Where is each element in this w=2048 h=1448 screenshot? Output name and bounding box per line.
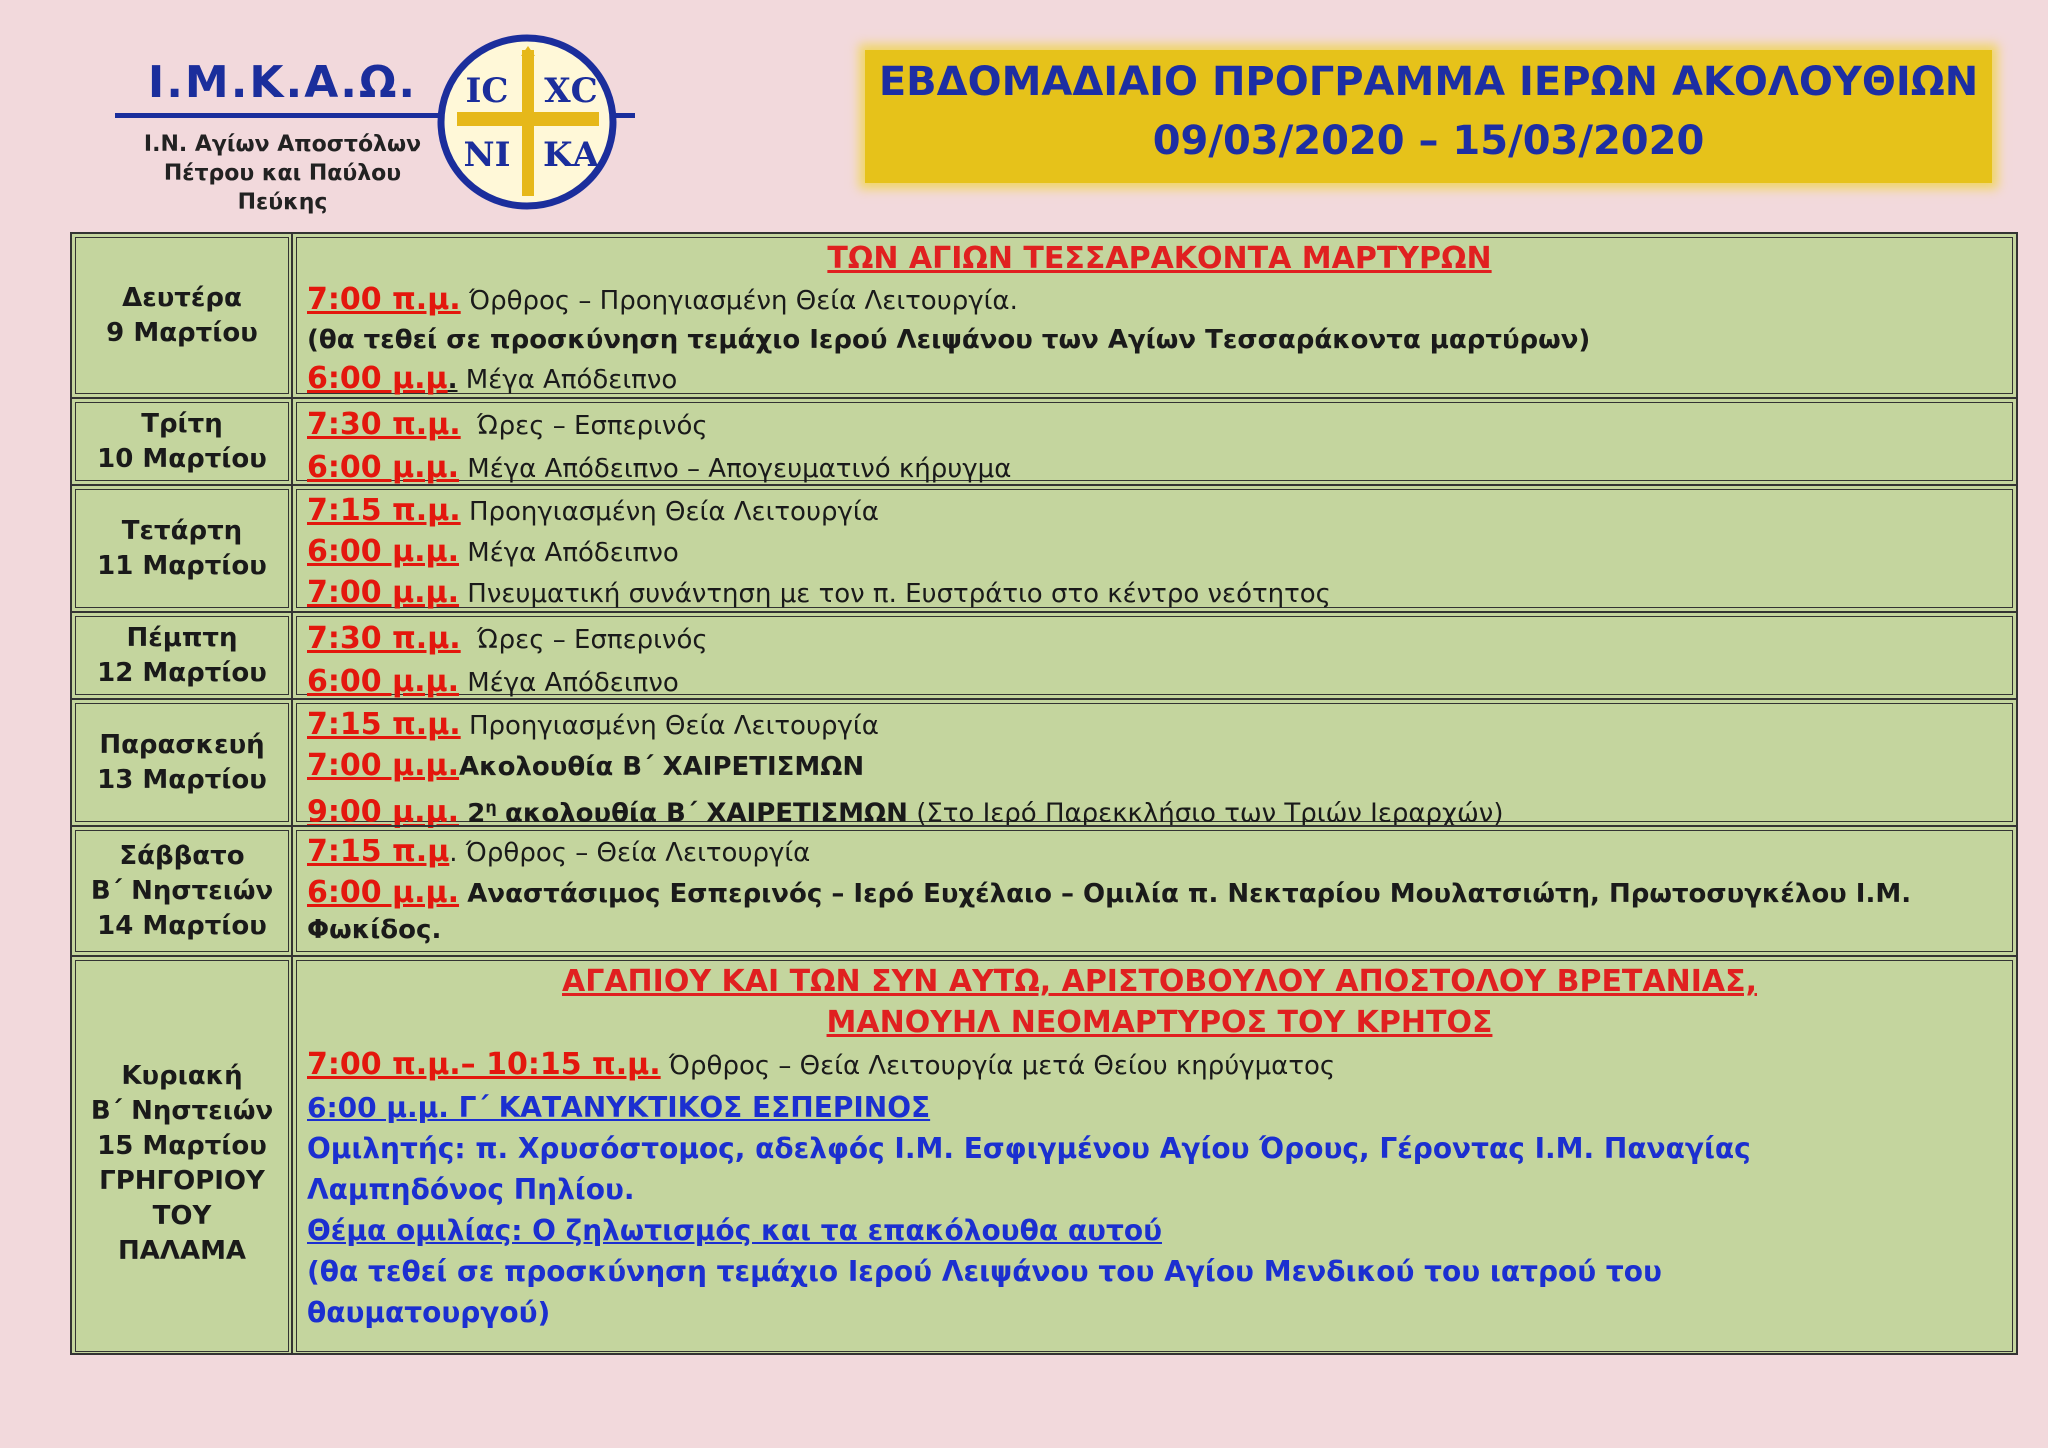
event-time: 6:00 μ.μ. bbox=[307, 664, 460, 699]
event-time: 7:15 π.μ. bbox=[307, 493, 461, 528]
event-text: Όρθρος – Προηγιασμένη Θεία Λειτουργία. bbox=[468, 286, 1018, 316]
event-time: 7:00 μ.μ. bbox=[307, 748, 460, 783]
events-cell-friday bbox=[296, 703, 2013, 830]
event-line bbox=[307, 873, 2012, 914]
event-line bbox=[307, 404, 2012, 447]
event-time: 6:00 μ.μ. bbox=[307, 534, 460, 569]
event-line bbox=[307, 705, 2012, 746]
day-date: 13 Μαρτίου bbox=[97, 764, 267, 795]
day-cell-wednesday bbox=[75, 489, 289, 608]
parish-logo-text bbox=[115, 58, 450, 108]
schedule-row-friday bbox=[72, 698, 2016, 830]
day-name: Σάββατο bbox=[119, 840, 245, 871]
events-cell-tuesday bbox=[296, 402, 2013, 485]
event-line bbox=[307, 1044, 2012, 1087]
event-time: 7:15 π.μ bbox=[307, 834, 450, 869]
event-text: Αναστάσιμος Εσπερινός – Ιερό Ευχέλαιο – Ομιλία π. Νεκταρίου Μουλατσιώτη, Πρωτοσυγκέλου Ι.Μ. bbox=[467, 879, 1912, 909]
schedule-row-tuesday bbox=[72, 397, 2016, 484]
event-text: Μέγα Απόδειπνο – Απογευματινό κήρυγμα bbox=[467, 454, 1012, 484]
events-cell-saturday bbox=[296, 830, 2013, 952]
event-ordinal: $2^\eta$ bbox=[467, 797, 497, 829]
day-cell-sunday bbox=[75, 960, 289, 1352]
day-date: 14 Μαρτίου bbox=[97, 910, 267, 941]
event-line: 6:00 μ.μ. Μέγα Απόδειπνο bbox=[307, 361, 678, 396]
event-time: 6:00 μ.μ. bbox=[307, 450, 460, 485]
day-cell-thursday bbox=[75, 616, 289, 695]
seal-ic: ΙϹ bbox=[465, 71, 509, 111]
schedule-row-wednesday bbox=[72, 484, 2016, 611]
saint-name-line1: ΓΡΗΓΟΡΙΟΥ bbox=[99, 1166, 265, 1196]
day-cell-saturday bbox=[75, 830, 289, 952]
day-name: Δευτέρα bbox=[122, 282, 242, 313]
event-time: 7:30 π.μ. bbox=[307, 621, 461, 656]
day-name: Κυριακή bbox=[121, 1061, 243, 1091]
feast-title-line1: ΑΓΑΠΙΟΥ ΚΑΙ ΤΩΝ ΣΥΝ ΑΥΤΩ, ΑΡΙΣΤΟΒΟΥΛΟΥ ΑΠΟΣΤΟΛΟΥ ΒΡΕΤΑΝΙΑΣ, bbox=[562, 964, 1757, 999]
events-cell-thursday bbox=[296, 616, 2013, 699]
seal-ka: ΚΑ bbox=[543, 135, 599, 175]
day-date: 11 Μαρτίου bbox=[97, 550, 267, 581]
schedule-row-sunday bbox=[72, 955, 2016, 1355]
speaker-line: Ομιλητής: π. Χρυσόστομος, αδελφός Ι.Μ. Εσφιγμένου Αγίου Όρους, Γέροντας Ι.Μ. Παναγίας bbox=[307, 1132, 1751, 1165]
event-note: (Στο Ιερό Παρεκκλήσιο των Τριών Ιεραρχών) bbox=[916, 798, 1504, 829]
event-time: 6:00 μ.μ. bbox=[307, 875, 460, 910]
day-subtitle: Β΄ Νηστειών bbox=[90, 1096, 274, 1126]
speaker-line-continued: Λαμπηδόνος Πηλίου. bbox=[307, 1173, 635, 1206]
day-date: 15 Μαρτίου bbox=[97, 1131, 267, 1161]
event-text: ακολουθία Β΄ ΧΑΙΡΕΤΙΣΜΩΝ bbox=[505, 798, 908, 829]
ic-xc-nika-seal-icon bbox=[433, 32, 629, 212]
event-text: Ακολουθία Β΄ ΧΑΙΡΕΤΙΣΜΩΝ bbox=[459, 752, 865, 782]
event-text: Ώρες – Εσπερινός bbox=[477, 625, 708, 655]
day-cell-tuesday bbox=[75, 402, 289, 481]
event-line bbox=[307, 573, 2012, 614]
event-line bbox=[307, 618, 2012, 661]
event-text: Ώρες – Εσπερινός bbox=[477, 411, 708, 441]
saint-name-line2: ΤΟΥ bbox=[152, 1201, 212, 1231]
day-date: 9 Μαρτίου bbox=[106, 317, 258, 348]
event-line bbox=[307, 279, 2012, 322]
events-cell-wednesday bbox=[296, 489, 2013, 608]
event-text-continued: Φωκίδος. bbox=[307, 915, 442, 945]
event-line bbox=[307, 532, 2012, 573]
event-text: Προηγιασμένη Θεία Λειτουργία bbox=[468, 497, 879, 527]
weekly-schedule-table bbox=[70, 232, 2018, 1355]
relic-note: (θα τεθεί σε προσκύνηση τεμάχιο Ιερού Λειψάνου του Αγίου Μενδικού του ιατρού του bbox=[307, 1255, 1662, 1288]
event-text: Προηγιασμένη Θεία Λειτουργία bbox=[468, 711, 879, 741]
logo-acronym: Ι.Μ.Κ.Α.Ω. bbox=[147, 57, 418, 108]
event-time: 7:00 π.μ.– 10:15 π.μ. bbox=[307, 1047, 661, 1082]
feast-title: ΤΩΝ ΑΓΙΩΝ ΤΕΣΣΑΡΑΚΟΝΤΑ ΜΑΡΤΥΡΩΝ bbox=[827, 241, 1492, 276]
parish-name-line3: Πεύκης bbox=[237, 190, 328, 215]
event-time: 9:00 μ.μ. bbox=[307, 794, 460, 830]
event-time: 7:00 μ.μ. bbox=[307, 575, 460, 610]
event-note: (θα τεθεί σε προσκύνηση τεμάχιο Ιερού Λειψάνου των Αγίων Τεσσαράκοντα μαρτύρων) bbox=[307, 325, 1591, 355]
saint-name-line3: ΠΑΛΑΜΑ bbox=[117, 1236, 247, 1266]
schedule-row-monday bbox=[72, 234, 2016, 397]
day-date: 12 Μαρτίου bbox=[97, 657, 267, 688]
day-date: 10 Μαρτίου bbox=[97, 443, 267, 474]
day-cell-monday bbox=[75, 237, 289, 394]
event-time: 7:15 π.μ. bbox=[307, 707, 461, 742]
relic-note-continued: θαυματουργού) bbox=[307, 1296, 551, 1329]
event-text: Μέγα Απόδειπνο bbox=[467, 668, 679, 698]
day-name: Τετάρτη bbox=[121, 515, 243, 546]
event-line bbox=[307, 491, 2012, 532]
event-line bbox=[307, 746, 2012, 787]
vespers-line: 6:00 μ.μ. Γ΄ ΚΑΤΑΝΥΚΤΙΚΟΣ ΕΣΠΕΡΙΝΟΣ bbox=[307, 1091, 931, 1124]
event-text: Πνευματική συνάντηση με τον π. Ευστράτιο στο κέντρο νεότητος bbox=[467, 579, 1331, 609]
events-cell-monday bbox=[296, 237, 2013, 394]
day-subtitle: Β΄ Νηστειών bbox=[90, 875, 274, 906]
parish-name-line2: Πέτρου και Παύλου bbox=[163, 161, 402, 186]
parish-name-line1: Ι.Ν. Αγίων Αποστόλων bbox=[143, 132, 422, 157]
topic-line: Θέμα ομιλίας: Ο ζηλωτισμός και τα επακόλουθα αυτού bbox=[307, 1214, 1162, 1247]
day-cell-friday bbox=[75, 703, 289, 822]
event-text: Μέγα Απόδειπνο bbox=[465, 365, 678, 395]
seal-ni: ΝΙ bbox=[463, 135, 511, 175]
feast-title-line2: ΜΑΝΟΥΗΛ ΝΕΟΜΑΡΤΥΡΟΣ ΤΟΥ ΚΡΗΤΟΣ bbox=[826, 1005, 1493, 1040]
day-name: Τρίτη bbox=[141, 408, 223, 439]
parish-name bbox=[115, 130, 450, 217]
day-name: Πέμπτη bbox=[126, 622, 238, 653]
event-time: 7:00 π.μ. bbox=[307, 282, 461, 317]
event-text: Μέγα Απόδειπνο bbox=[467, 538, 679, 568]
event-line bbox=[307, 832, 2012, 873]
event-text: Όρθρος – Θεία Λειτουργία μετά Θείου κηρύγματος bbox=[668, 1051, 1336, 1081]
page-title: ΕΒΔΟΜΑΔΙΑΙΟ ΠΡΟΓΡΑΜΜΑ ΙΕΡΩΝ ΑΚΟΛΟΥΘΙΩΝ bbox=[878, 59, 1979, 105]
day-name: Παρασκευή bbox=[99, 729, 265, 760]
event-time: 7:30 π.μ. bbox=[307, 407, 461, 442]
events-cell-sunday bbox=[296, 960, 2013, 1352]
title-banner bbox=[865, 50, 1992, 183]
seal-xc: ΧϹ bbox=[544, 71, 598, 111]
schedule-row-thursday bbox=[72, 611, 2016, 698]
event-time: 6:00 μ.μ bbox=[307, 361, 448, 396]
schedule-row-saturday bbox=[72, 825, 2016, 955]
event-text: . Όρθρος – Θεία Λειτουργία bbox=[449, 838, 811, 868]
date-range: 09/03/2020 – 15/03/2020 bbox=[1152, 118, 1705, 164]
